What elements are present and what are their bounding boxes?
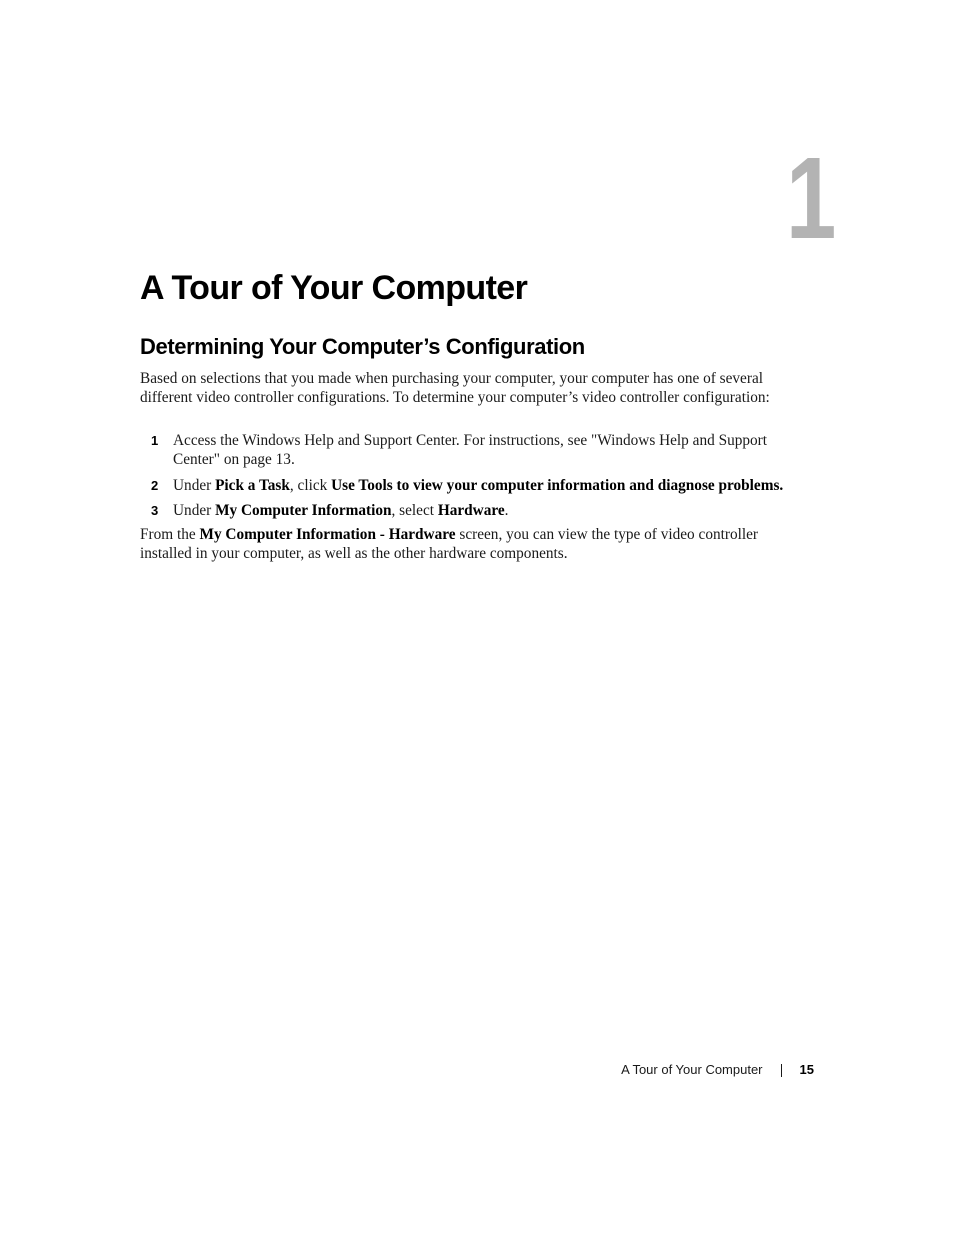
hardware-label: Hardware — [437, 501, 505, 519]
step-text-suffix: . — [504, 501, 509, 519]
chapter-number: 1 — [786, 133, 837, 263]
outro-prefix: From the — [140, 526, 200, 543]
step-text-middle: , select — [391, 501, 438, 519]
outro-suffix: screen, you can view the type of video controller installed in your computer, as well as the other hardware components. — [140, 526, 758, 563]
intro-paragraph: Based on selections that you made when purchasing your computer, your computer has one of several different video controller configurations. To determine your computer’s video controller configuration: — [140, 370, 770, 407]
steps-list — [140, 431, 800, 526]
step-number: 1 — [151, 433, 159, 448]
step-text: Access the Windows Help and Support Center. For instructions, see "Windows Help and Support Center" on page 13. — [173, 432, 768, 469]
step-number: 3 — [151, 502, 159, 518]
step-text-prefix: Under — [173, 501, 216, 519]
chapter-title: A Tour of Your Computer — [140, 269, 528, 307]
step-text-middle: , click — [289, 476, 332, 494]
outro-paragraph — [140, 525, 800, 564]
footer-title: A Tour of Your Computer — [621, 1062, 763, 1077]
page-number: 15 — [799, 1062, 814, 1077]
pick-a-task-label: Pick a Task — [215, 476, 290, 494]
use-tools-link-label: Use Tools to view your computer information and diagnose problems. — [331, 476, 784, 494]
my-computer-information-label: My Computer Information — [215, 501, 392, 519]
section-title: Determining Your Computer’s Configuration — [140, 334, 585, 359]
step-item — [140, 501, 800, 520]
step-text-prefix: Under — [173, 476, 216, 494]
step-item — [140, 431, 800, 470]
page-footer — [621, 1061, 814, 1079]
hardware-screen-label: My Computer Information - Hardware — [199, 526, 456, 543]
step-item — [140, 476, 800, 495]
footer-divider — [781, 1064, 782, 1077]
step-number: 2 — [151, 477, 159, 493]
